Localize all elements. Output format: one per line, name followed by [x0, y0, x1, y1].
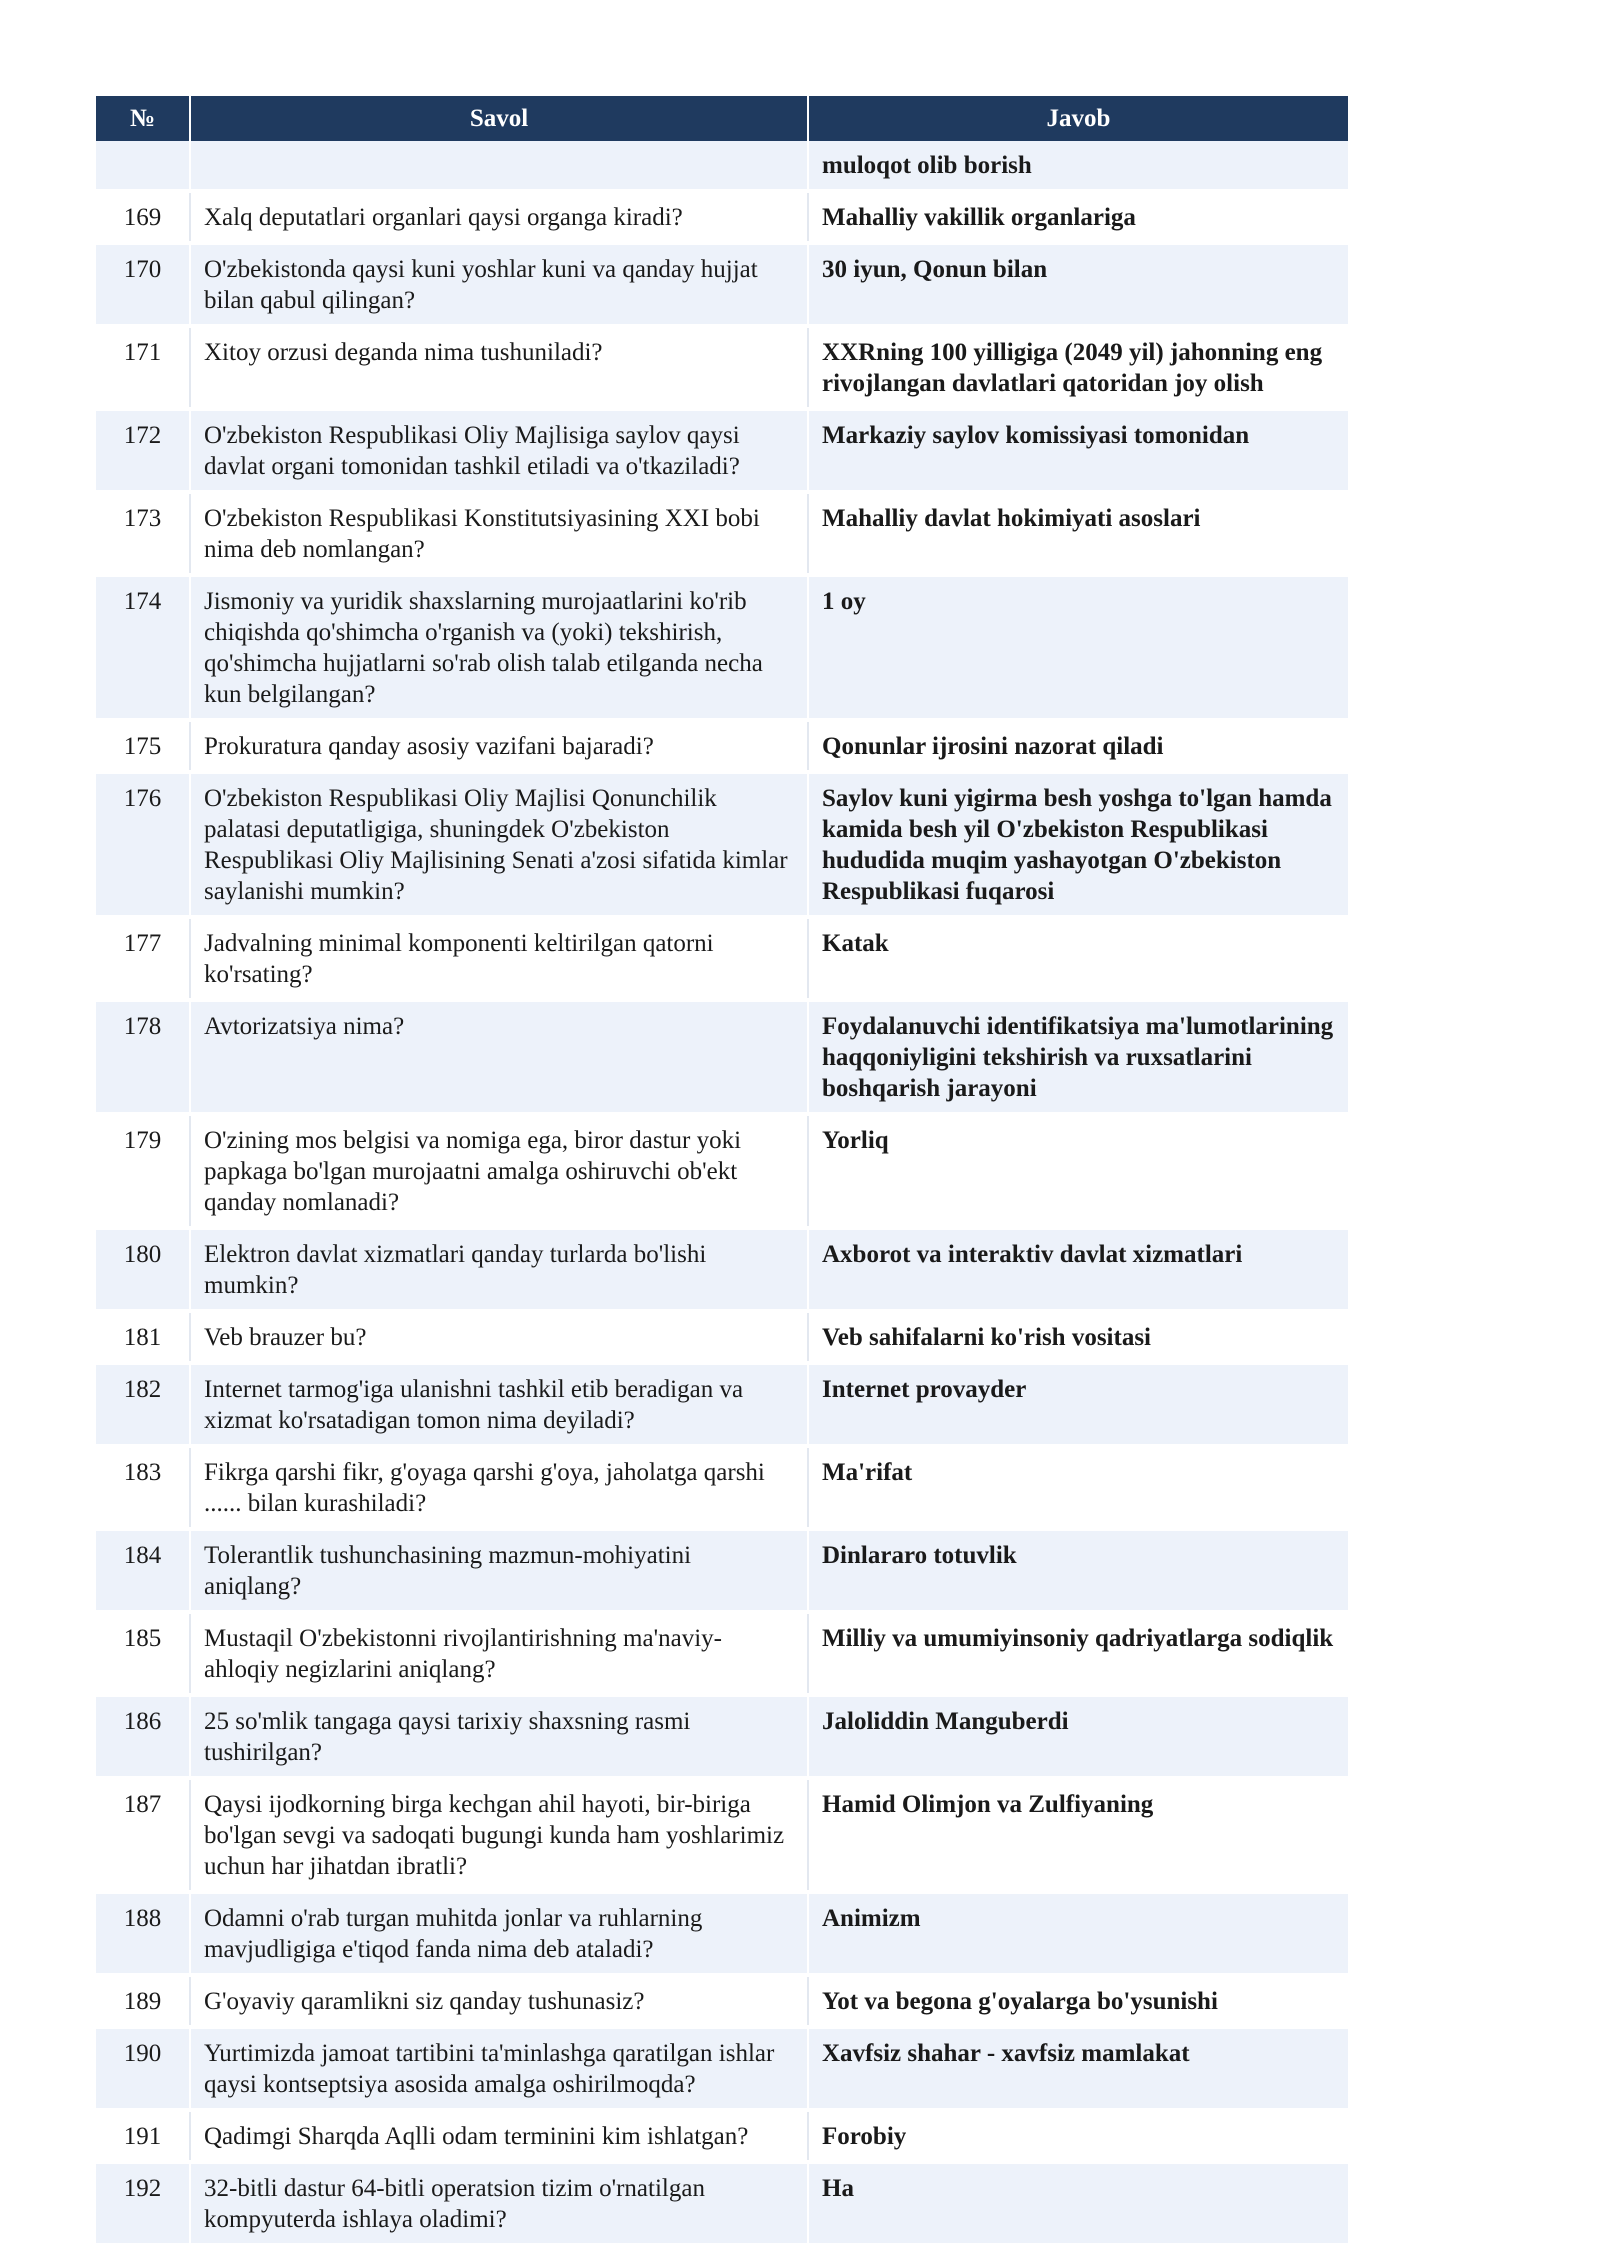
question-cell: Mustaqil O'zbekistonni rivojlantirishning ma'naviy-ahloqiy negizlarini aniqlang?: [190, 1612, 808, 1695]
table-row: [96, 575, 1348, 720]
row-number: 171: [96, 326, 190, 409]
header-row: [96, 96, 1348, 141]
table-row: [96, 141, 1348, 191]
row-number: 184: [96, 1529, 190, 1612]
question-cell: Veb brauzer bu?: [190, 1311, 808, 1363]
answer-cell: Internet provayder: [808, 1363, 1348, 1446]
question-cell: Qadimgi Sharqda Aqlli odam terminini kim ishlatgan?: [190, 2110, 808, 2162]
question-cell: Xalq deputatlari organlari qaysi organga kiradi?: [190, 191, 808, 243]
question-cell: 32-bitli dastur 64-bitli operatsion tizim o'rnatilgan kompyuterda ishlaya oladimi?: [190, 2162, 808, 2245]
table-row: [96, 917, 1348, 1000]
answer-cell: 30 iyun, Qonun bilan: [808, 243, 1348, 326]
table-row: [96, 1311, 1348, 1363]
answer-cell: Veb sahifalarni ko'rish vositasi: [808, 1311, 1348, 1363]
question-cell: O'zining mos belgisi va nomiga ega, biror dastur yoki papkaga bo'lgan murojaatni amalga oshiruvchi ob'ekt qanday nomlanadi?: [190, 1114, 808, 1228]
table-row: [96, 1228, 1348, 1311]
row-number: 172: [96, 409, 190, 492]
header-number: №: [96, 96, 190, 141]
question-cell: 25 so'mlik tangaga qaysi tarixiy shaxsning rasmi tushirilgan?: [190, 1695, 808, 1778]
answer-cell: Qonunlar ijrosini nazorat qiladi: [808, 720, 1348, 772]
row-number: 175: [96, 720, 190, 772]
answer-cell: Mahalliy vakillik organlariga: [808, 191, 1348, 243]
table-row: [96, 1975, 1348, 2027]
row-number: 189: [96, 1975, 190, 2027]
row-number: 185: [96, 1612, 190, 1695]
table-body: [96, 141, 1348, 2245]
table-row: [96, 1695, 1348, 1778]
answer-cell: Hamid Olimjon va Zulfiyaning: [808, 1778, 1348, 1892]
row-number: 170: [96, 243, 190, 326]
question-cell: Xitoy orzusi deganda nima tushuniladi?: [190, 326, 808, 409]
answer-cell: Axborot va interaktiv davlat xizmatlari: [808, 1228, 1348, 1311]
question-cell: G'oyaviy qaramlikni siz qanday tushunasiz?: [190, 1975, 808, 2027]
answer-cell: Dinlararo totuvlik: [808, 1529, 1348, 1612]
document-page: [96, 96, 1348, 2247]
answer-cell: Xavfsiz shahar - xavfsiz mamlakat: [808, 2027, 1348, 2110]
row-number: 180: [96, 1228, 190, 1311]
row-number: 192: [96, 2162, 190, 2245]
question-cell: O'zbekiston Respublikasi Oliy Majlisiga saylov qaysi davlat organi tomonidan tashkil etiladi va o'tkaziladi?: [190, 409, 808, 492]
row-number: 188: [96, 1892, 190, 1975]
row-number: 179: [96, 1114, 190, 1228]
row-number: 190: [96, 2027, 190, 2110]
question-cell: Odamni o'rab turgan muhitda jonlar va ruhlarning mavjudligiga e'tiqod fanda nima deb ataladi?: [190, 1892, 808, 1975]
qa-table: [96, 96, 1348, 2247]
table-row: [96, 191, 1348, 243]
answer-cell: XXRning 100 yilligiga (2049 yil) jahonning eng rivojlangan davlatlari qatoridan joy olish: [808, 326, 1348, 409]
question-cell: Fikrga qarshi fikr, g'oyaga qarshi g'oya, jaholatga qarshi ...... bilan kurashiladi?: [190, 1446, 808, 1529]
table-row: [96, 1446, 1348, 1529]
answer-cell: Mahalliy davlat hokimiyati asoslari: [808, 492, 1348, 575]
table-header: [96, 96, 1348, 141]
table-row: [96, 2162, 1348, 2245]
table-row: [96, 2110, 1348, 2162]
row-number: 187: [96, 1778, 190, 1892]
row-number: 178: [96, 1000, 190, 1114]
answer-cell: Markaziy saylov komissiyasi tomonidan: [808, 409, 1348, 492]
row-number: 169: [96, 191, 190, 243]
answer-cell: Milliy va umumiyinsoniy qadriyatlarga sodiqlik: [808, 1612, 1348, 1695]
row-number: 191: [96, 2110, 190, 2162]
question-cell: Avtorizatsiya nima?: [190, 1000, 808, 1114]
row-number: 186: [96, 1695, 190, 1778]
answer-cell: Jaloliddin Manguberdi: [808, 1695, 1348, 1778]
row-number: 174: [96, 575, 190, 720]
question-cell: Prokuratura qanday asosiy vazifani bajaradi?: [190, 720, 808, 772]
question-cell: Jadvalning minimal komponenti keltirilgan qatorni ko'rsating?: [190, 917, 808, 1000]
question-cell: Tolerantlik tushunchasining mazmun-mohiyatini aniqlang?: [190, 1529, 808, 1612]
answer-cell: Yot va begona g'oyalarga bo'ysunishi: [808, 1975, 1348, 2027]
table-row: [96, 1363, 1348, 1446]
row-number: 181: [96, 1311, 190, 1363]
answer-cell: Forobiy: [808, 2110, 1348, 2162]
row-number: 173: [96, 492, 190, 575]
question-cell: O'zbekiston Respublikasi Oliy Majlisi Qonunchilik palatasi deputatligiga, shuningdek O'zbekiston Respublikasi Oliy Majlisining Senati a'zosi sifatida kimlar saylanishi mumkin?: [190, 772, 808, 917]
table-row: [96, 243, 1348, 326]
row-number: 177: [96, 917, 190, 1000]
answer-cell: Saylov kuni yigirma besh yoshga to'lgan hamda kamida besh yil O'zbekiston Respublikasi hududida muqim yashayotgan O'zbekiston Respublikasi fuqarosi: [808, 772, 1348, 917]
question-cell: Internet tarmog'iga ulanishni tashkil etib beradigan va xizmat ko'rsatadigan tomon nima deyiladi?: [190, 1363, 808, 1446]
table-row: [96, 326, 1348, 409]
table-row: [96, 1000, 1348, 1114]
row-number: [96, 141, 190, 191]
header-answer: Javob: [808, 96, 1348, 141]
answer-cell: Ha: [808, 2162, 1348, 2245]
table-row: [96, 409, 1348, 492]
question-cell: O'zbekiston Respublikasi Konstitutsiyasining XXI bobi nima deb nomlangan?: [190, 492, 808, 575]
answer-cell: muloqot olib borish: [808, 141, 1348, 191]
answer-cell: Ma'rifat: [808, 1446, 1348, 1529]
table-row: [96, 1892, 1348, 1975]
answer-cell: Animizm: [808, 1892, 1348, 1975]
row-number: 176: [96, 772, 190, 917]
question-cell: Jismoniy va yuridik shaxslarning murojaatlarini ko'rib chiqishda qo'shimcha o'rganish va (yoki) tekshirish, qo'shimcha hujjatlarni so'rab olish talab etilganda necha kun belgilangan?: [190, 575, 808, 720]
answer-cell: Foydalanuvchi identifikatsiya ma'lumotlarining haqqoniyligini tekshirish va ruxsatlarini boshqarish jarayoni: [808, 1000, 1348, 1114]
question-cell: Elektron davlat xizmatlari qanday turlarda bo'lishi mumkin?: [190, 1228, 808, 1311]
question-cell: Qaysi ijodkorning birga kechgan ahil hayoti, bir-biriga bo'lgan sevgi va sadoqati bugungi kunda ham yoshlarimiz uchun har jihatdan ibratli?: [190, 1778, 808, 1892]
table-row: [96, 1114, 1348, 1228]
question-cell: Yurtimizda jamoat tartibini ta'minlashga qaratilgan ishlar qaysi kontseptsiya asosida amalga oshirilmoqda?: [190, 2027, 808, 2110]
row-number: 183: [96, 1446, 190, 1529]
table-row: [96, 1612, 1348, 1695]
answer-cell: Katak: [808, 917, 1348, 1000]
table-row: [96, 2027, 1348, 2110]
table-row: [96, 1529, 1348, 1612]
table-row: [96, 772, 1348, 917]
header-question: Savol: [190, 96, 808, 141]
answer-cell: 1 oy: [808, 575, 1348, 720]
question-cell: [190, 141, 808, 191]
table-row: [96, 720, 1348, 772]
table-row: [96, 1778, 1348, 1892]
table-row: [96, 492, 1348, 575]
answer-cell: Yorliq: [808, 1114, 1348, 1228]
row-number: 182: [96, 1363, 190, 1446]
question-cell: O'zbekistonda qaysi kuni yoshlar kuni va qanday hujjat bilan qabul qilingan?: [190, 243, 808, 326]
